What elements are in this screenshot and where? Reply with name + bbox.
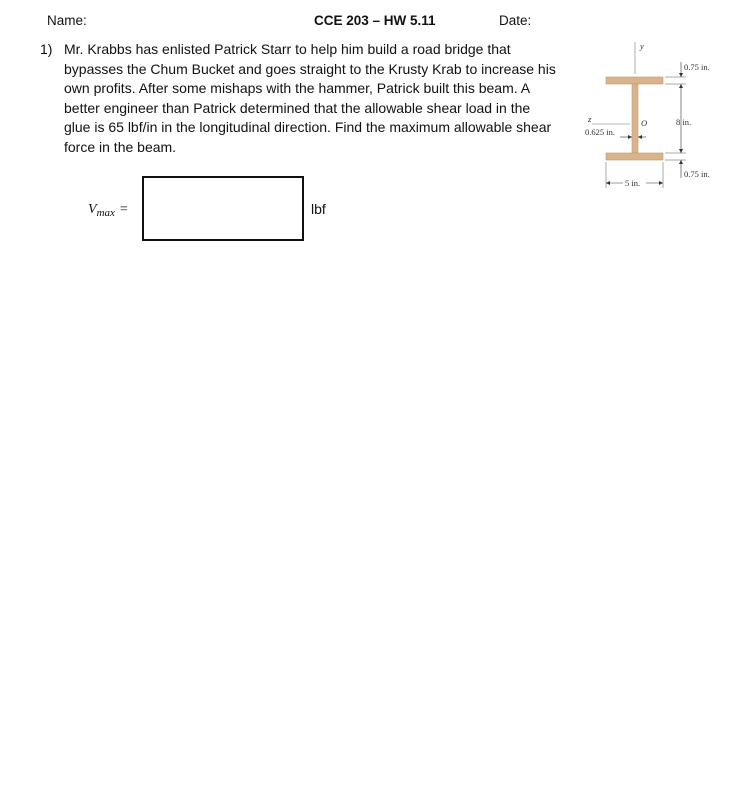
z-axis-label: z [588,114,592,124]
top-flange [606,77,663,84]
answer-input[interactable] [142,176,304,241]
question-number: 1) [40,41,53,57]
centroid-label: O [641,118,648,128]
bottom-flange-thickness-label: 0.75 in. [684,169,710,179]
beam-cross-section-diagram [580,38,740,198]
name-label: Name: [47,13,87,28]
web-thickness-label: 0.625 in. [585,127,615,137]
web [632,84,638,153]
flange-width-label: 5 in. [625,178,641,188]
date-label: Date: [499,13,532,28]
variable-subscript: max [96,207,115,219]
top-flange-thickness-label: 0.75 in. [684,62,710,72]
answer-unit: lbf [311,201,326,217]
bottom-flange [606,153,663,160]
web-height-label: 8 in. [676,117,692,127]
variable-symbol: V [88,202,97,217]
problem-statement: Mr. Krabbs has enlisted Patrick Starr to help him build a road bridge that bypasses the Chum Bucket and goes straight to the Krusty Krab to increase his own profits. After some mishaps with the hammer, Patrick built this beam. A better engineer than Patrick determined that the allowable shear load in the glue is 65 lbf/in in the longitudinal direction. Find the maximum allowable shear force in the beam. [64,41,556,155]
y-axis-label: y [640,41,644,51]
course-title: CCE 203 – HW 5.11 [314,13,436,28]
equals-sign: = [119,202,128,217]
answer-variable-label [88,202,128,219]
